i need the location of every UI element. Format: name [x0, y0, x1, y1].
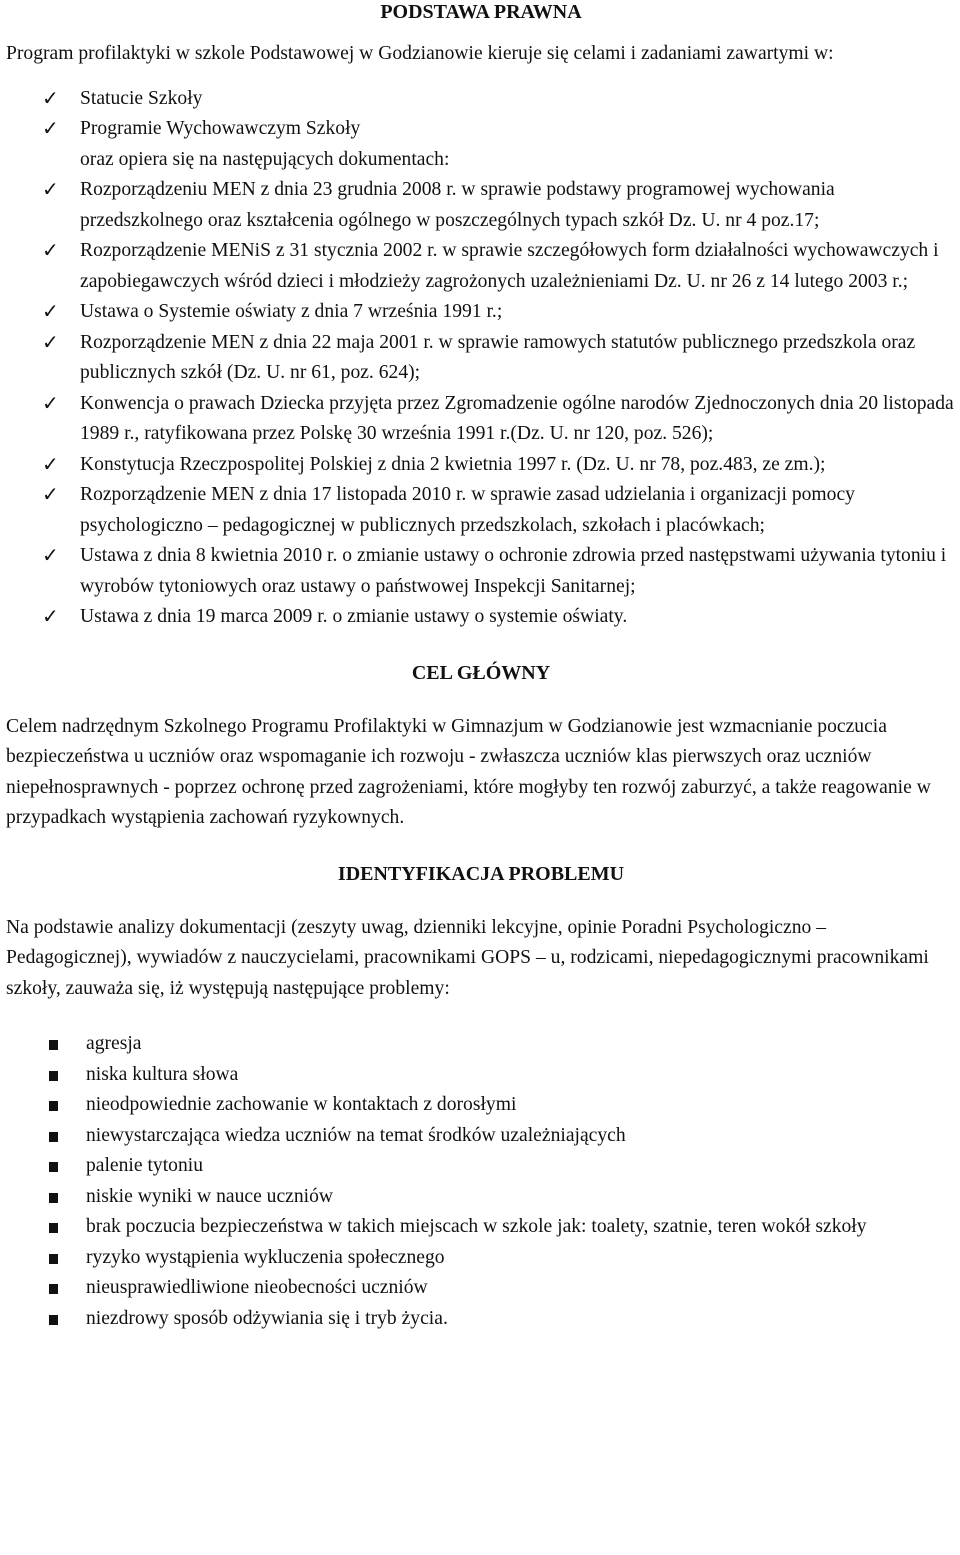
list-item — [6, 1121, 956, 1152]
list-item — [6, 1243, 956, 1274]
list-item — [6, 1273, 956, 1304]
checkmark-icon: ✓ — [42, 118, 59, 140]
legal-basis-note: oraz opiera się na następujących dokumentach: — [80, 148, 450, 170]
list-item — [6, 602, 956, 633]
list-item-text: Konstytucja Rzeczpospolitej Polskiej z dnia 2 kwietnia 1997 r. (Dz. U. nr 78, poz.483, ze zm.); — [80, 453, 826, 475]
list-item — [6, 450, 956, 481]
legal-basis-list-a — [6, 84, 956, 145]
main-goal-text: Celem nadrzędnym Szkolnego Programu Profilaktyki w Gimnazjum w Godzianowie jest wzmacnianie poczucia bezpieczeństwa u uczniów oraz wspomaganie ich rozwoju - zwłaszcza uczniów klas pierwszych oraz uczniów niepełnosprawnych - poprzez ochronę przed zagrożeniami, które mogłyby ten rozwój zaburzyć, a także reagowanie w przypadkach wystąpienia zachowań ryzykownych. — [6, 715, 931, 828]
square-bullet-icon — [49, 1040, 58, 1050]
list-item-text: niewystarczająca wiedza uczniów na temat środków uzależniających — [86, 1124, 626, 1146]
legal-basis-intro: Program profilaktyki w szkole Podstawowej w Godzianowie kieruje się celami i zadaniami zawartymi w: — [6, 43, 834, 64]
checkmark-icon: ✓ — [42, 545, 59, 567]
square-bullet-icon — [49, 1162, 58, 1172]
list-item — [6, 236, 956, 297]
list-item — [6, 389, 956, 450]
list-item-text: Rozporządzenie MENiS z 31 stycznia 2002 r. w sprawie szczegółowych form działalności wychowawczych i zapobiegawczych wśród dzieci i młodzieży zagrożonych uzależnieniami Dz. U. nr 26 z 14 lutego 2003 r.; — [80, 240, 939, 292]
list-item-text: palenie tytoniu — [86, 1155, 203, 1176]
list-item — [6, 1029, 956, 1060]
square-bullet-icon — [49, 1284, 58, 1294]
list-item — [6, 175, 956, 236]
list-item — [6, 297, 956, 328]
square-bullet-icon — [49, 1193, 58, 1203]
list-item-text: Ustawa z dnia 19 marca 2009 r. o zmianie ustawy o systemie oświaty. — [80, 606, 628, 627]
list-item — [6, 1182, 956, 1213]
list-item — [6, 1304, 956, 1335]
checkmark-icon: ✓ — [42, 331, 59, 354]
checkmark-icon: ✓ — [42, 392, 59, 415]
checkmark-icon: ✓ — [42, 87, 59, 110]
list-item-text: Ustawa o Systemie oświaty z dnia 7 września 1991 r.; — [80, 301, 503, 322]
list-item-text: Rozporządzenie MEN z dnia 17 listopada 2010 r. w sprawie zasad udzielania i organizacji pomocy psychologiczno – pedagogicznej w publicznych przedszkolach, szkołach i placówkach; — [80, 484, 855, 536]
section-title-legal-basis: PODSTAWA PRAWNA — [380, 1, 582, 23]
problems-list — [6, 1029, 956, 1334]
square-bullet-icon — [49, 1254, 58, 1264]
checkmark-icon: ✓ — [42, 484, 59, 506]
list-item-text: Konwencja o prawach Dziecka przyjęta przez Zgromadzenie ogólne narodów Zjednoczonych dnia 20 listopada 1989 r., ratyfikowana przez Polskę 30 września 1991 r.(Dz. U. nr 120, poz. 526); — [80, 392, 954, 444]
list-item-text: niska kultura słowa — [86, 1063, 239, 1085]
square-bullet-icon — [49, 1132, 58, 1142]
checkmark-icon: ✓ — [42, 179, 59, 201]
list-item-text: nieodpowiednie zachowanie w kontaktach z dorosłymi — [86, 1094, 517, 1115]
list-item-text: nieusprawiedliwione nieobecności uczniów — [86, 1277, 428, 1298]
list-item-text: niezdrowy sposób odżywiania się i tryb życia. — [86, 1307, 448, 1329]
list-item — [6, 1151, 956, 1182]
section-title-main-goal: CEL GŁÓWNY — [411, 661, 551, 684]
square-bullet-icon — [49, 1315, 58, 1325]
square-bullet-icon — [49, 1071, 58, 1081]
list-item — [6, 114, 956, 145]
list-item-text: Rozporządzenie MEN z dnia 22 maja 2001 r. w sprawie ramowych statutów publicznego przedszkola oraz publicznych szkół (Dz. U. nr 61, poz. 624); — [80, 331, 916, 383]
list-item-text: brak poczucia bezpieczeństwa w takich miejscach w szkole jak: toalety, szatnie, teren wokół szkoły — [86, 1216, 867, 1237]
checkmark-icon: ✓ — [42, 240, 59, 262]
square-bullet-icon — [49, 1101, 58, 1111]
section-title-problem-identification: IDENTYFIKACJA PROBLEMU — [337, 862, 625, 885]
list-item-text: niskie wyniki w nauce uczniów — [86, 1185, 334, 1207]
list-item-text: Rozporządzeniu MEN z dnia 23 grudnia 2008 r. w sprawie podstawy programowej wychowania przedszkolnego oraz kształcenia ogólnego w poszczególnych typach szkół Dz. U. nr 4 poz.17; — [80, 179, 835, 231]
list-item — [6, 1060, 956, 1091]
list-item — [6, 84, 956, 115]
list-item — [6, 328, 956, 389]
legal-basis-list-b — [6, 175, 956, 633]
list-item-text: Programie Wychowawczym Szkoły — [80, 118, 361, 139]
problem-identification-text: Na podstawie analizy dokumentacji (zeszyty uwag, dzienniki lekcyjne, opinie Poradni Psychologiczno – Pedagogicznej), wywiadów z nauczycielami, pracownikami GOPS – u, rodzicami, niepedagogicznymi pracownikami szkoły, zauważa się, iż występują następujące problemy: — [6, 916, 929, 999]
checkmark-icon: ✓ — [42, 606, 59, 628]
list-item — [6, 541, 956, 602]
list-item — [6, 1212, 956, 1243]
list-item-text: Statucie Szkoły — [80, 87, 203, 109]
list-item-text: agresja — [86, 1033, 142, 1054]
checkmark-icon: ✓ — [42, 301, 59, 323]
square-bullet-icon — [49, 1223, 58, 1233]
checkmark-icon: ✓ — [42, 453, 59, 476]
list-item — [6, 480, 956, 541]
list-item-text: ryzyko wystąpienia wykluczenia społecznego — [86, 1246, 445, 1268]
list-item-text: Ustawa z dnia 8 kwietnia 2010 r. o zmianie ustawy o ochronie zdrowia przed następstwami używania tytoniu i wyrobów tytoniowych oraz ustawy o państwowej Inspekcji Sanitarnej; — [80, 545, 947, 597]
list-item — [6, 1090, 956, 1121]
